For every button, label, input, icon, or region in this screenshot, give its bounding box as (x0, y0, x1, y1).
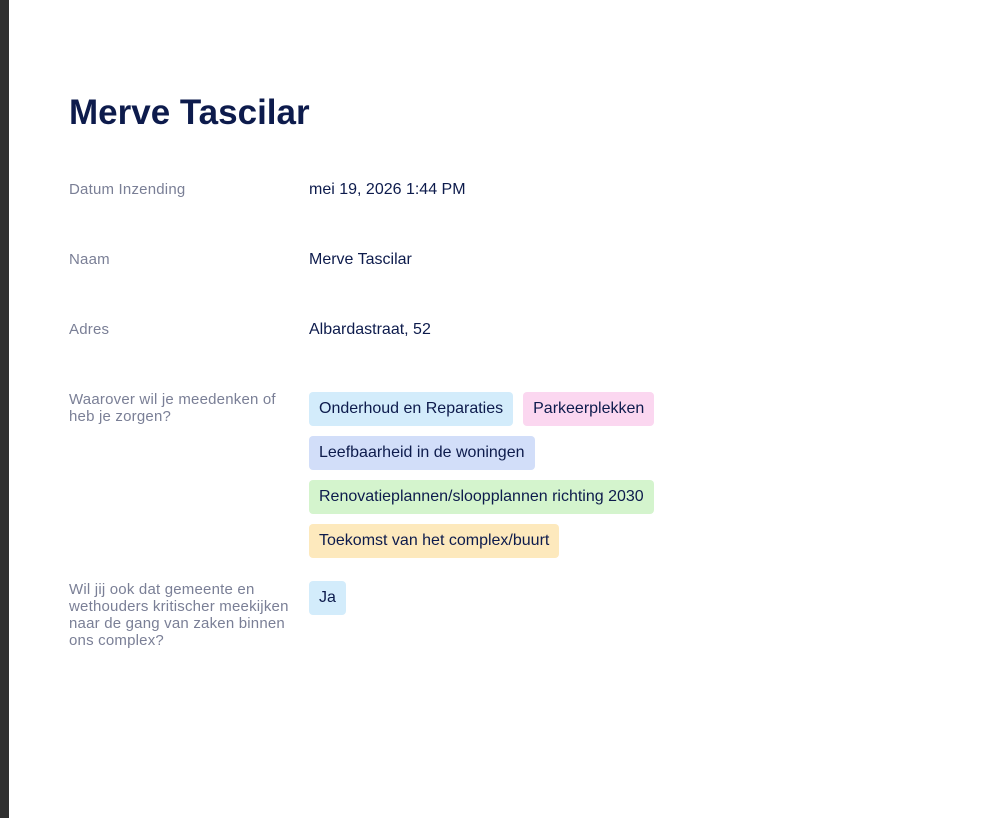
field-label-oversight: Wil jij ook dat gemeente en wethouders kritischer meekijken naar de gang van zaken binnen ons complex? (69, 581, 289, 649)
field-value-submission-date: mei 19, 2026 1:44 PM (309, 181, 466, 198)
field-label-submission-date: Datum Inzending (69, 181, 186, 198)
tag-parking: Parkeerplekken (523, 392, 654, 426)
window-left-edge (0, 0, 9, 818)
field-label-topics: Waarover wil je meedenken of heb je zorgen? (69, 391, 276, 425)
page-title: Merve Tascilar (69, 93, 310, 132)
tag-yes: Ja (309, 581, 346, 615)
field-label-address: Adres (69, 321, 110, 338)
field-value-name: Merve Tascilar (309, 251, 412, 268)
tag-future-complex: Toekomst van het complex/buurt (309, 524, 559, 558)
topics-tag-list (309, 392, 909, 568)
field-value-address: Albardastraat, 52 (309, 321, 431, 338)
tag-maintenance: Onderhoud en Reparaties (309, 392, 513, 426)
tag-renovation-plans: Renovatieplannen/sloopplannen richting 2030 (309, 480, 654, 514)
tag-livability: Leefbaarheid in de woningen (309, 436, 535, 470)
field-label-name: Naam (69, 251, 110, 268)
oversight-tag-list (309, 581, 909, 625)
